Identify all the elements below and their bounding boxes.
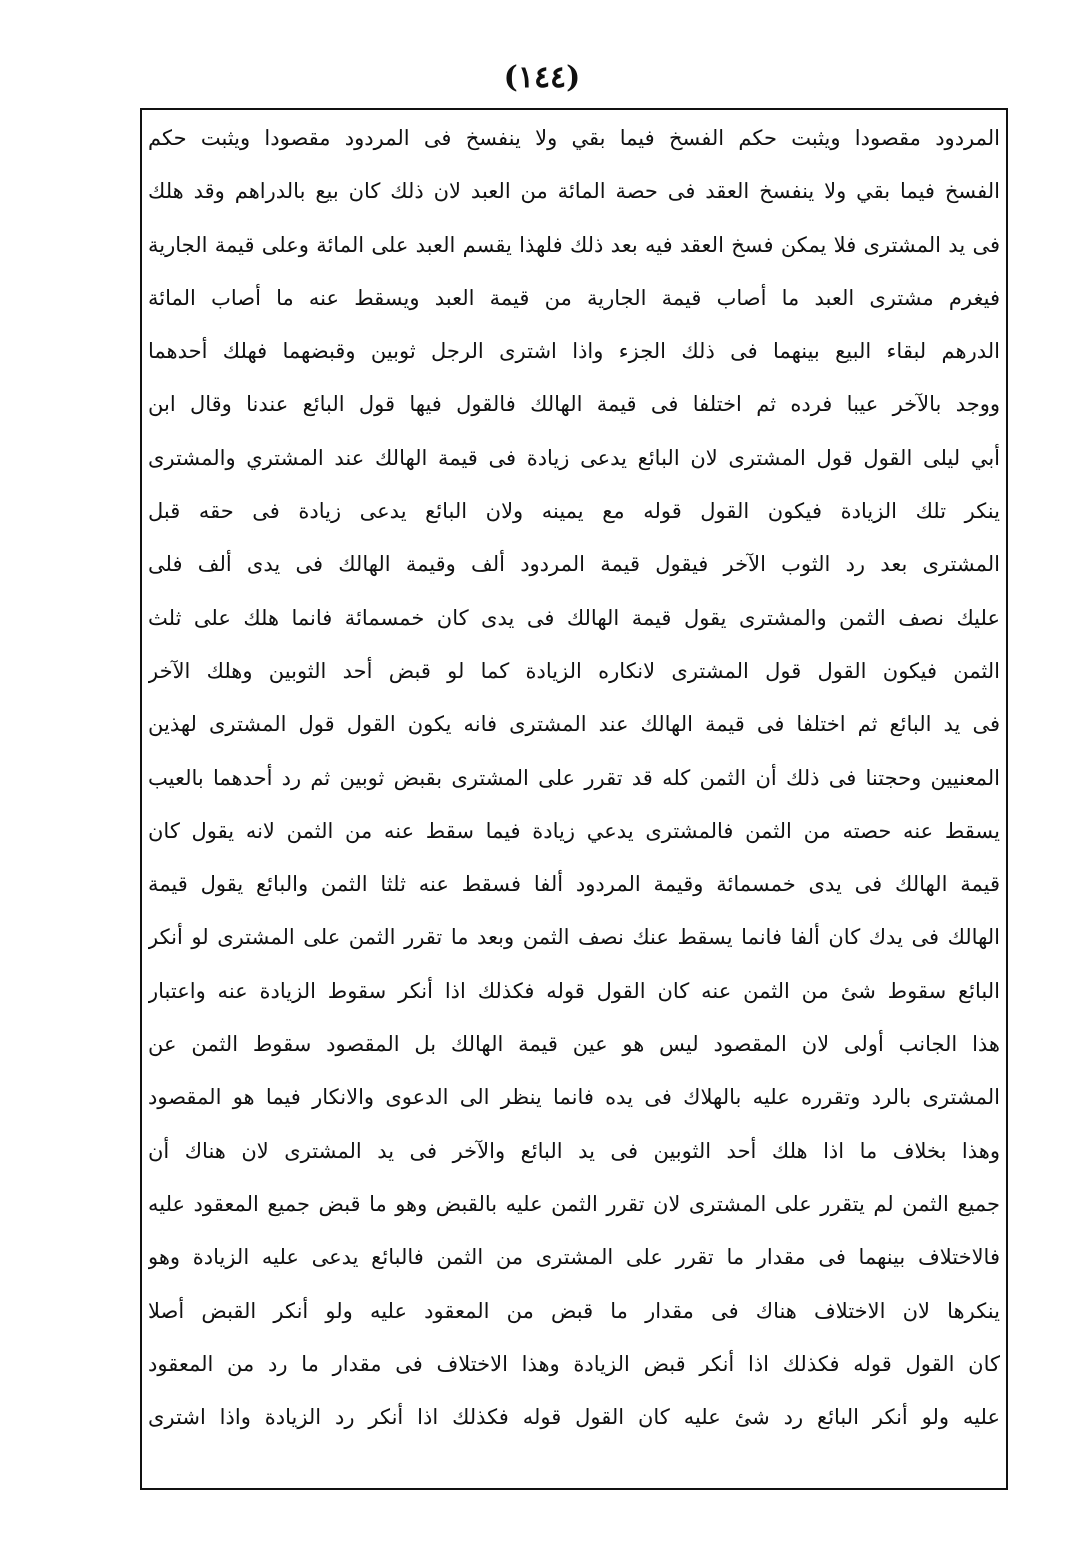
- text-line: فى يد المشترى فلا يمكن فسخ العقد فيه بعد ذلك فلهذا يقسم العبد على المائة وعلى قيمة الجارية: [148, 232, 1000, 257]
- text-line: المردود مقصودا ويثبت حكم الفسخ فيما بقي ولا ينفسخ فى المردود مقصودا ويثبت حكم: [148, 126, 1000, 150]
- text-line: المعنيين وحجتنا فى ذلك أن الثمن كله قد تقرر على المشترى بقبض ثوبين ثم رد أحدهما بالعيب: [148, 765, 1000, 790]
- text-line: الدرهم لبقاء البيع بينهما فى ذلك الجزء واذا اشترى الرجل ثوبين وقبضهما فهلك أحدهما: [148, 339, 1000, 364]
- text-line: عليك نصف الثمن والمشترى يقول قيمة الهالك فى يدى كان خمسمائة فانما هلك على ثلث: [148, 605, 1000, 630]
- text-line: ينكرها لان الاختلاف هناك فى مقدار ما قبض من المعقود عليه ولو أنكر القبض أصلا: [148, 1298, 1000, 1323]
- page-number: (١٤٤): [503, 60, 581, 95]
- text-line: عليه ولو أنكر البائع رد شئ عليه كان القول قوله فكذلك اذا أنكر رد الزيادة واذا اشترى: [148, 1405, 1000, 1430]
- text-line: المشترى بالرد وتقرره عليه بالهلاك فى يده فانما ينظر الى الدعوى والانكار فيما هو المقصود: [148, 1085, 1000, 1110]
- text-line: فى يد البائع ثم اختلفا فى قيمة الهالك عند المشترى فانه يكون القول قول المشترى لهذين: [148, 712, 1000, 737]
- text-line: وهذا بخلاف ما اذا هلك أحد الثوبين فى يد البائع والآخر فى يد المشترى لان هناك أن: [148, 1138, 1000, 1163]
- text-line: ووجد بالآخر عيبا فرده ثم اختلفا فى قيمة الهالك فالقول فيها قول البائع عندنا وقال ابن: [148, 392, 1000, 417]
- text-line: جميع الثمن لم يتقرر على المشترى لان تقرر الثمن عليه بالقبض وهو ما قبض جميع المعقود عليه: [148, 1191, 1000, 1216]
- text-line: فالاختلاف بينهما فى مقدار ما تقرر على المشترى من الثمن فالبائع يدعى عليه الزيادة وهو: [148, 1245, 1000, 1270]
- text-line: كان القول قوله فكذلك اذا أنكر قبض الزيادة وهذا الاختلاف فى مقدار ما رد من المعقود: [148, 1351, 1000, 1376]
- text-line: فيغرم مشترى العبد ما أصاب قيمة الجارية من قيمة العبد ويسقط عنه ما أصاب المائة: [148, 285, 1000, 310]
- text-line: أبي ليلى القول قول المشترى لان البائع يدعى زيادة فى قيمة الهالك عند المشتري والمشترى: [148, 445, 1000, 470]
- text-line: قيمة الهالك فى يدى خمسمائة وقيمة المردود ألفا فسقط عنه ثلثا الثمن والبائع يقول قيمة: [148, 872, 1000, 897]
- text-line: ينكر تلك الزيادة فيكون القول قوله مع يمينه ولان البائع يدعى زيادة فى حقه قبل: [148, 499, 1000, 524]
- text-line: المشترى بعد رد الثوب الآخر فيقول قيمة المردود ألف وقيمة الهالك فى يدى ألف فلى: [148, 552, 1000, 577]
- text-line: يسقط عنه حصته من الثمن فالمشترى يدعي زيادة فيما سقط عنه من الثمن لانه يقول كان: [148, 818, 1000, 843]
- text-line: البائع سقوط شئ من الثمن عنه كان القول قوله فكذلك اذا أنكر سقوط الزيادة عنه واعتبار: [148, 978, 1000, 1003]
- text-line: هذا الجانب أولى لان المقصود ليس هو عين قيمة الهالك بل المقصود سقوط الثمن عن: [148, 1032, 1000, 1057]
- text-line: الفسخ فيما بقي ولا ينفسخ العقد فى حصة المائة من العبد لان ذلك كان بيع بالدراهم وقد هلك: [148, 179, 1000, 204]
- text-line: الثمن فيكون القول قول المشترى لانكاره الزيادة كما لو قبض أحد الثوبين وهلك الآخر: [148, 658, 1000, 683]
- body-text: [148, 112, 1000, 1444]
- text-line: الهالك فى يدك كان ألفا فانما يسقط عنك نصف الثمن وبعد ما تقرر الثمن على المشترى لو أنكر: [148, 925, 1000, 950]
